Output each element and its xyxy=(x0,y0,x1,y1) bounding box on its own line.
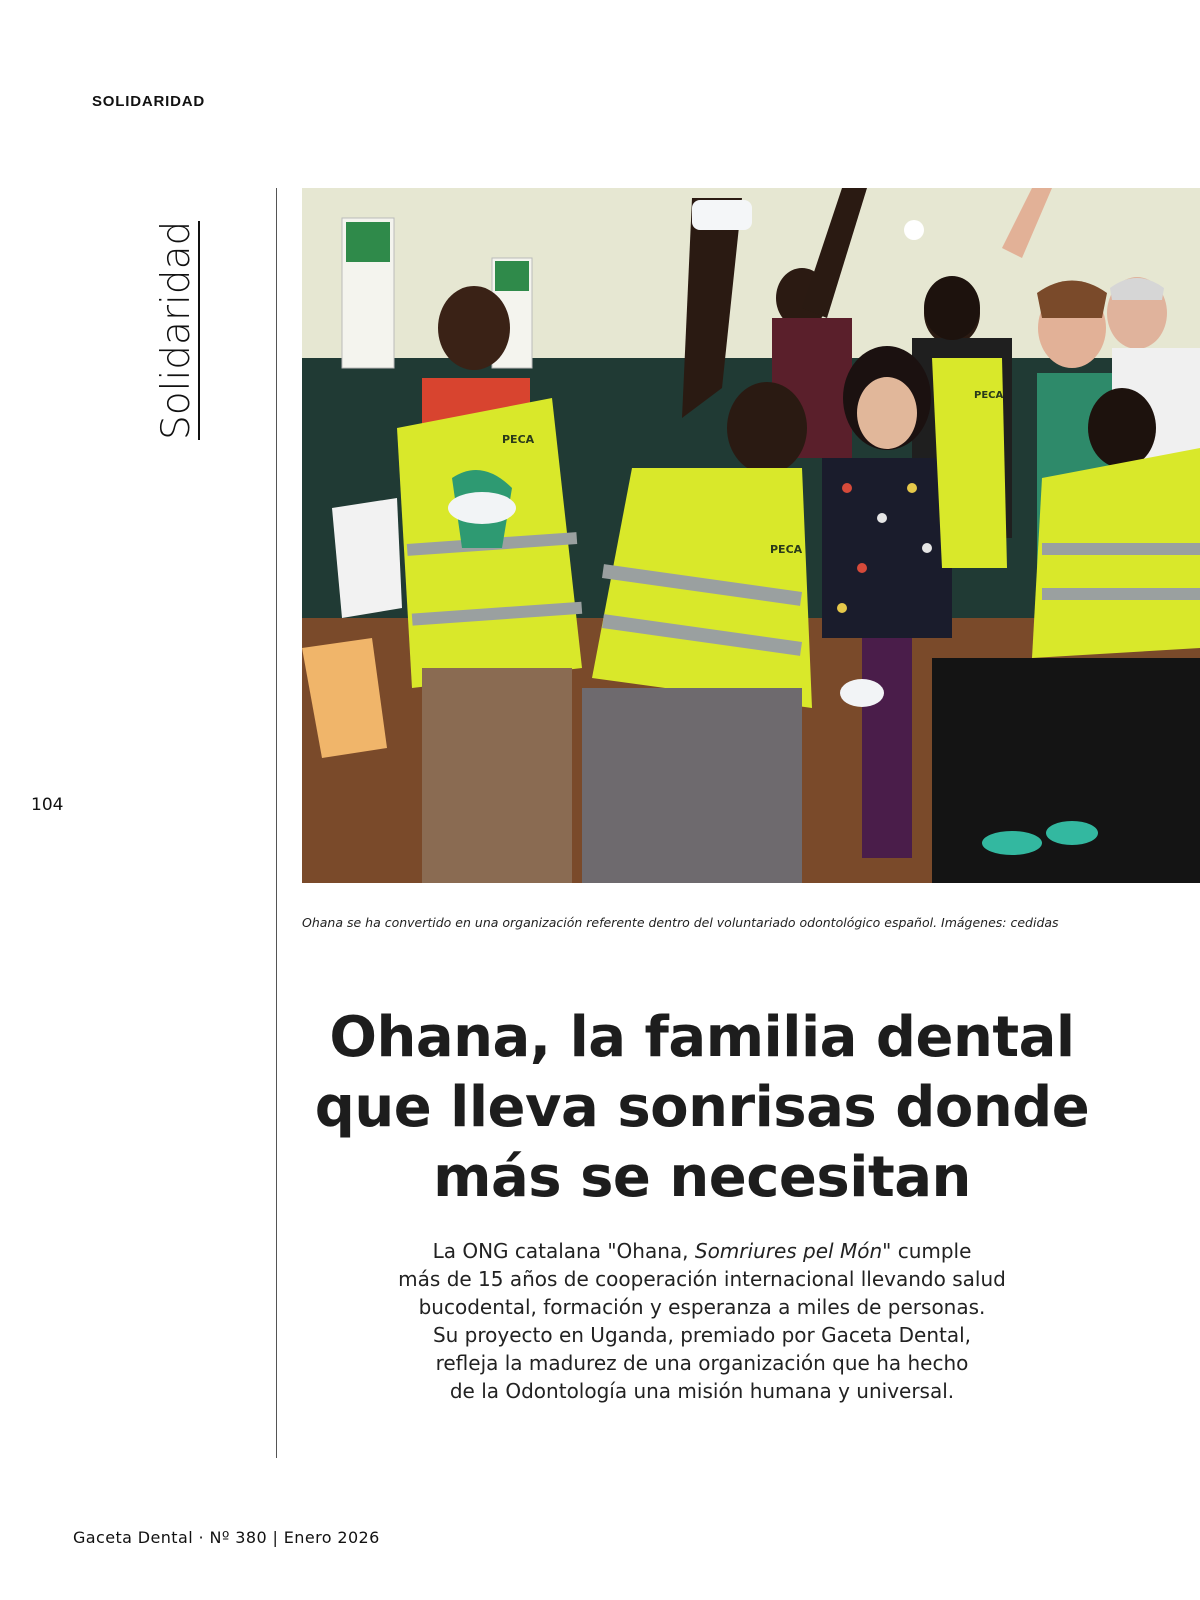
headline-line: Ohana, la familia dental xyxy=(329,1005,1075,1070)
lead-line: bucodental, formación y esperanza a miles de personas. xyxy=(418,1295,986,1319)
vest-label: PECA xyxy=(770,543,803,556)
lead-text: La ONG catalana "Ohana, xyxy=(432,1239,695,1263)
article-headline xyxy=(302,1003,1102,1213)
photo-person-2 xyxy=(727,382,807,474)
page-footer: Gaceta Dental · Nº 380 | Enero 2026 xyxy=(73,1528,380,1547)
vertical-section-title: Solidaridad xyxy=(154,220,199,440)
headline-line: que lleva sonrisas donde xyxy=(314,1075,1090,1140)
article-lead xyxy=(302,1237,1102,1405)
photo-chair xyxy=(332,498,402,618)
vest-label: PECA xyxy=(974,390,1004,401)
vertical-divider xyxy=(276,188,277,1458)
lead-line xyxy=(302,1237,1102,1265)
headline-line: más se necesitan xyxy=(433,1145,971,1210)
lead-line: de la Odontología una misión humana y universal. xyxy=(449,1379,955,1403)
photo-person-1 xyxy=(438,286,510,370)
lead-italic: Somriures pel Món xyxy=(694,1239,883,1263)
lead-line: refleja la madurez de una organización que ha hecho xyxy=(435,1351,969,1375)
photo-caption: Ohana se ha convertido en una organización referente dentro del voluntariado odontológico español. Imágenes: cedidas xyxy=(302,915,1059,930)
lead-text: " cumple xyxy=(882,1239,972,1263)
lead-line: Su proyecto en Uganda, premiado por Gaceta Dental, xyxy=(432,1323,972,1347)
photo-light xyxy=(904,220,924,240)
vest-label: PECA xyxy=(502,433,535,446)
photo-person-7 xyxy=(1088,388,1156,468)
lead-line: más de 15 años de cooperación internacional llevando salud xyxy=(398,1267,1006,1291)
section-tag: SOLIDARIDAD xyxy=(92,93,205,110)
page-number: 104 xyxy=(31,795,64,815)
feature-photo xyxy=(302,188,1200,883)
